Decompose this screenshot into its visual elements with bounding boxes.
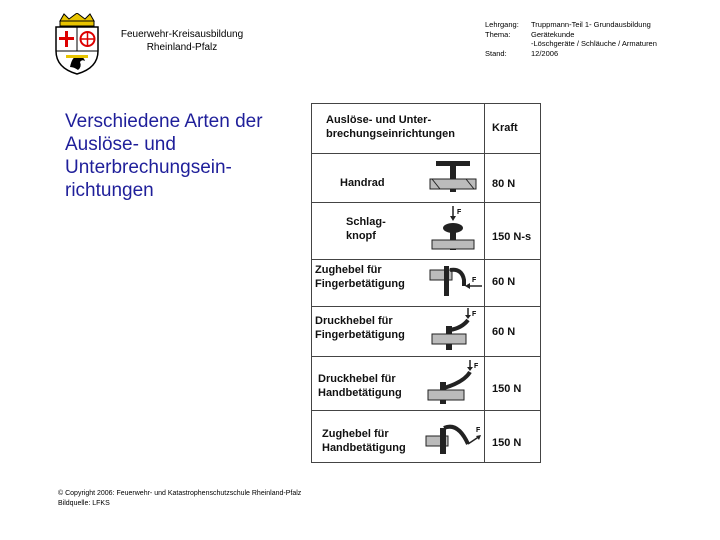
force-value: 150 N xyxy=(492,383,522,395)
device-label-line: Zughebel für xyxy=(315,264,382,276)
image-source-text: Bildquelle: LFKS xyxy=(58,500,110,507)
device-label-push-lever-hand xyxy=(318,372,402,400)
meta-row xyxy=(485,20,657,30)
organization-name xyxy=(108,28,256,54)
svg-text:F: F xyxy=(476,427,481,434)
footer xyxy=(58,489,301,509)
meta-key: Stand: xyxy=(485,48,507,58)
meta-value: -Löschgeräte / Schläuche / Armaturen xyxy=(531,39,657,48)
device-label-pull-lever-finger xyxy=(315,263,405,291)
force-value: 60 N xyxy=(492,276,516,288)
device-label-line: Handrad xyxy=(340,177,385,189)
device-label-line: Schlag- xyxy=(346,216,386,228)
meta-value: Truppmann-Teil 1- Grundausbildung xyxy=(531,20,651,29)
header-force-label: Kraft xyxy=(492,122,518,134)
meta-row xyxy=(485,39,657,49)
row-divider xyxy=(312,356,540,357)
force-value: 150 N xyxy=(492,437,522,449)
device-label-line: Handbetätigung xyxy=(318,387,402,399)
header-line-1: Auslöse- und Unter- xyxy=(326,114,432,126)
org-line-1: Feuerwehr-Kreisausbildung xyxy=(120,29,244,40)
coat-of-arms-logo xyxy=(52,13,102,75)
force-value: 60 N xyxy=(492,326,516,338)
meta-key: Lehrgang: xyxy=(485,20,519,29)
copyright-text: © Copyright 2006: Feuerwehr- und Katastrophenschutzschule Rheinland-Pfalz xyxy=(58,490,302,497)
device-label-line: Druckhebel für xyxy=(318,373,396,385)
device-label-line: Fingerbetätigung xyxy=(315,329,405,341)
device-label-push-lever-finger xyxy=(315,314,405,342)
device-label-line: Fingerbetätigung xyxy=(315,278,405,290)
row-divider xyxy=(312,306,540,307)
push-lever-hand-drawing xyxy=(424,360,484,408)
handwheel-drawing xyxy=(424,159,482,199)
device-label-line: Druckhebel für xyxy=(315,315,393,327)
device-label-impact-button xyxy=(346,215,386,243)
meta-key: Thema: xyxy=(485,29,511,39)
pull-lever-hand-drawing xyxy=(424,414,484,460)
force-value: 80 N xyxy=(492,178,516,190)
svg-text:F: F xyxy=(474,363,479,370)
device-label-line: knopf xyxy=(346,230,376,242)
header-line-2: brechungseinrichtungen xyxy=(326,128,455,140)
course-meta xyxy=(485,20,657,58)
meta-key xyxy=(485,39,531,49)
force-value: 150 N-s xyxy=(492,231,532,243)
device-label-line: Zughebel für xyxy=(322,428,389,440)
pull-lever-finger-drawing xyxy=(424,262,484,304)
meta-row xyxy=(485,49,657,59)
svg-text:F: F xyxy=(472,277,477,284)
slide-title: Verschiedene Arten der Auslöse- und Unterbrechungsein-richtungen xyxy=(65,111,263,201)
devices-table xyxy=(311,103,541,463)
device-label-pull-lever-hand xyxy=(322,427,406,455)
device-label-handwheel xyxy=(340,176,385,190)
svg-text:F: F xyxy=(457,209,462,216)
release-devices-figure xyxy=(305,103,548,468)
org-line-2: Rheinland-Pfalz xyxy=(146,42,218,53)
header-device-label xyxy=(326,113,455,141)
svg-text:F: F xyxy=(472,311,477,318)
meta-value: Gerätekunde xyxy=(531,29,575,39)
device-label-line: Handbetätigung xyxy=(322,442,406,454)
row-divider xyxy=(312,410,540,411)
table-header xyxy=(312,104,540,154)
column-divider xyxy=(484,104,485,462)
row-divider xyxy=(312,202,540,203)
impact-button-drawing xyxy=(424,206,482,256)
meta-row xyxy=(485,30,657,40)
meta-value: 12/2006 xyxy=(531,48,559,58)
row-divider xyxy=(312,259,540,260)
push-lever-finger-drawing xyxy=(424,308,484,354)
